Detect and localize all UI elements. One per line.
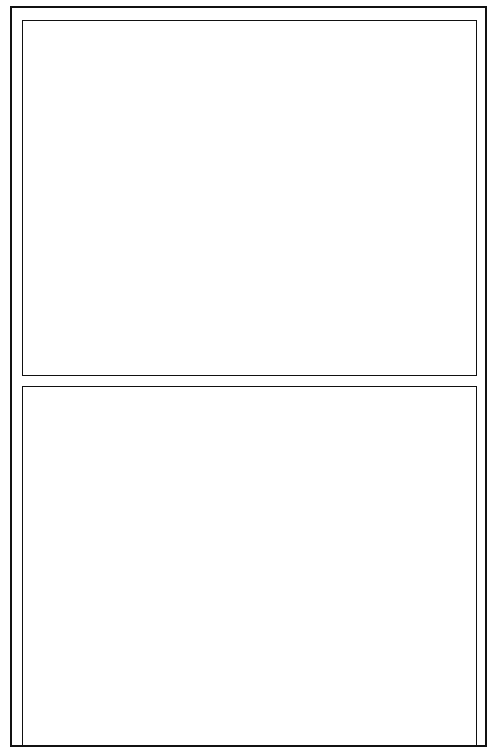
lower-column-rules (23, 387, 476, 746)
lower-text-block (22, 386, 477, 747)
upper-column-rules (23, 21, 476, 375)
page-frame (10, 6, 487, 747)
upper-text-block (22, 20, 477, 376)
